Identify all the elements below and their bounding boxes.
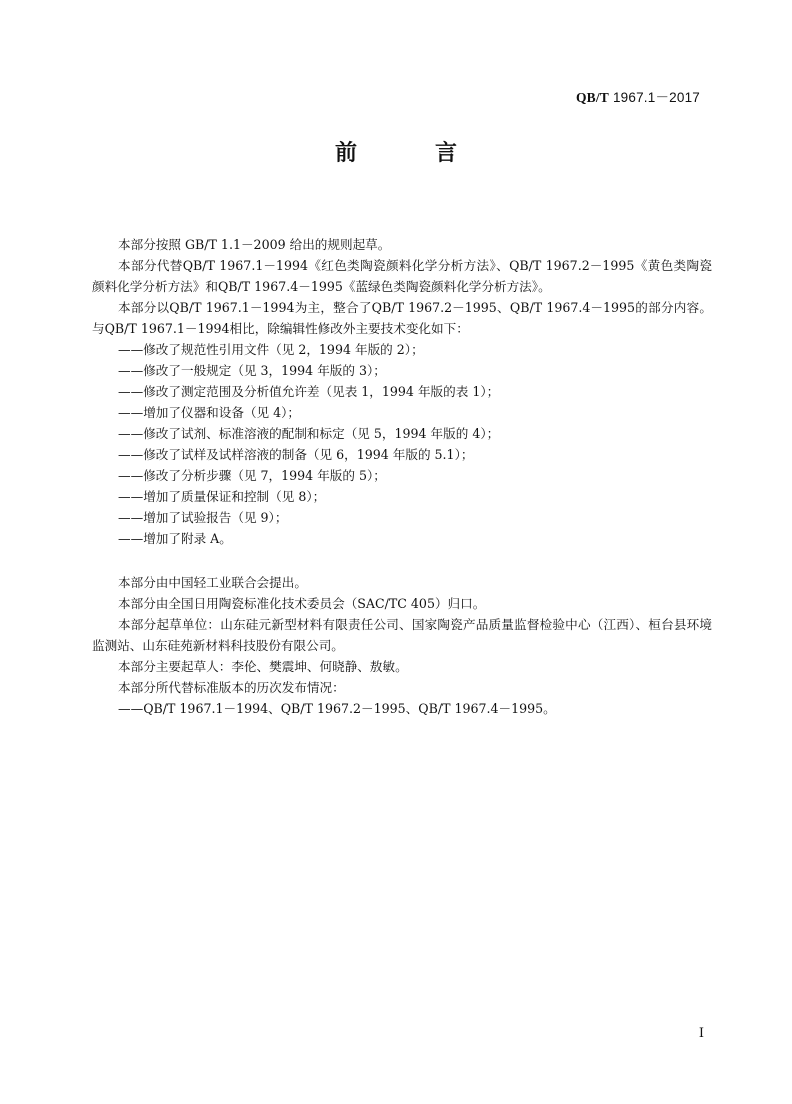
paragraph-history-intro: 本部分所代替标准版本的历次发布情况： [118, 680, 345, 695]
change-item: ——增加了附录 A。 [118, 531, 232, 546]
change-item: ——修改了试剂、标准溶液的配制和标定（见 5，1994 年版的 4）； [118, 426, 500, 441]
paragraph-committee: 本部分由全国日用陶瓷标准化技术委员会（SAC/TC 405）归口。 [118, 596, 486, 611]
page-number: I [698, 1026, 704, 1041]
document-code-prefix: QB/T [575, 90, 610, 105]
change-item: ——增加了质量保证和控制（见 8）； [118, 489, 326, 504]
change-item: ——增加了仪器和设备（见 4）； [118, 405, 301, 420]
change-item: ——修改了一般规定（见 3，1994 年版的 3）； [118, 363, 386, 378]
change-item: ——修改了分析步骤（见 7，1994 年版的 5）； [118, 468, 386, 483]
foreword-body [92, 234, 712, 549]
paragraph-drafting-rules: 本部分按照 GB/T 1.1－2009 给出的规则起草。 [118, 237, 391, 252]
change-item: ——增加了试验报告（见 9）； [118, 510, 288, 525]
paragraph-integration: 本部分以QB/T 1967.1－1994为主，整合了QB/T 1967.2－1995、QB/T 1967.4－1995的部分内容。与QB/T 1967.1－1994相比，除编辑性修改外主要技术变化如下： [92, 300, 712, 336]
document-code [576, 86, 700, 106]
document-code-number: 1967.1－2017 [612, 90, 700, 105]
change-item: ——修改了规范性引用文件（见 2，1994 年版的 2）； [118, 342, 424, 357]
paragraph-proposer: 本部分由中国轻工业联合会提出。 [118, 575, 307, 590]
paragraph-drafters: 本部分主要起草人：李伦、樊震坤、何晓静、敖敏。 [118, 659, 408, 674]
paragraph-drafting-units: 本部分起草单位：山东硅元新型材料有限责任公司、国家陶瓷产品质量监督检验中心（江西）、桓台县环境监测站、山东硅苑新材料科技股份有限公司。 [92, 617, 712, 653]
foreword-closing [92, 572, 712, 719]
paragraph-history-list: ——QB/T 1967.1－1994、QB/T 1967.2－1995、QB/T 1967.4－1995。 [118, 701, 556, 716]
change-item: ——修改了测定范围及分析值允许差（见表 1，1994 年版的表 1）； [118, 384, 500, 399]
page-title: 前 言 [334, 141, 485, 166]
change-item: ——修改了试样及试样溶液的制备（见 6，1994 年版的 5.1）； [118, 447, 474, 462]
paragraph-replacement: 本部分代替QB/T 1967.1－1994《红色类陶瓷颜料化学分析方法》、QB/T 1967.2－1995《黄色类陶瓷颜料化学分析方法》和QB/T 1967.4－1995《蓝绿色类陶瓷颜料化学分析方法》。 [92, 258, 712, 294]
